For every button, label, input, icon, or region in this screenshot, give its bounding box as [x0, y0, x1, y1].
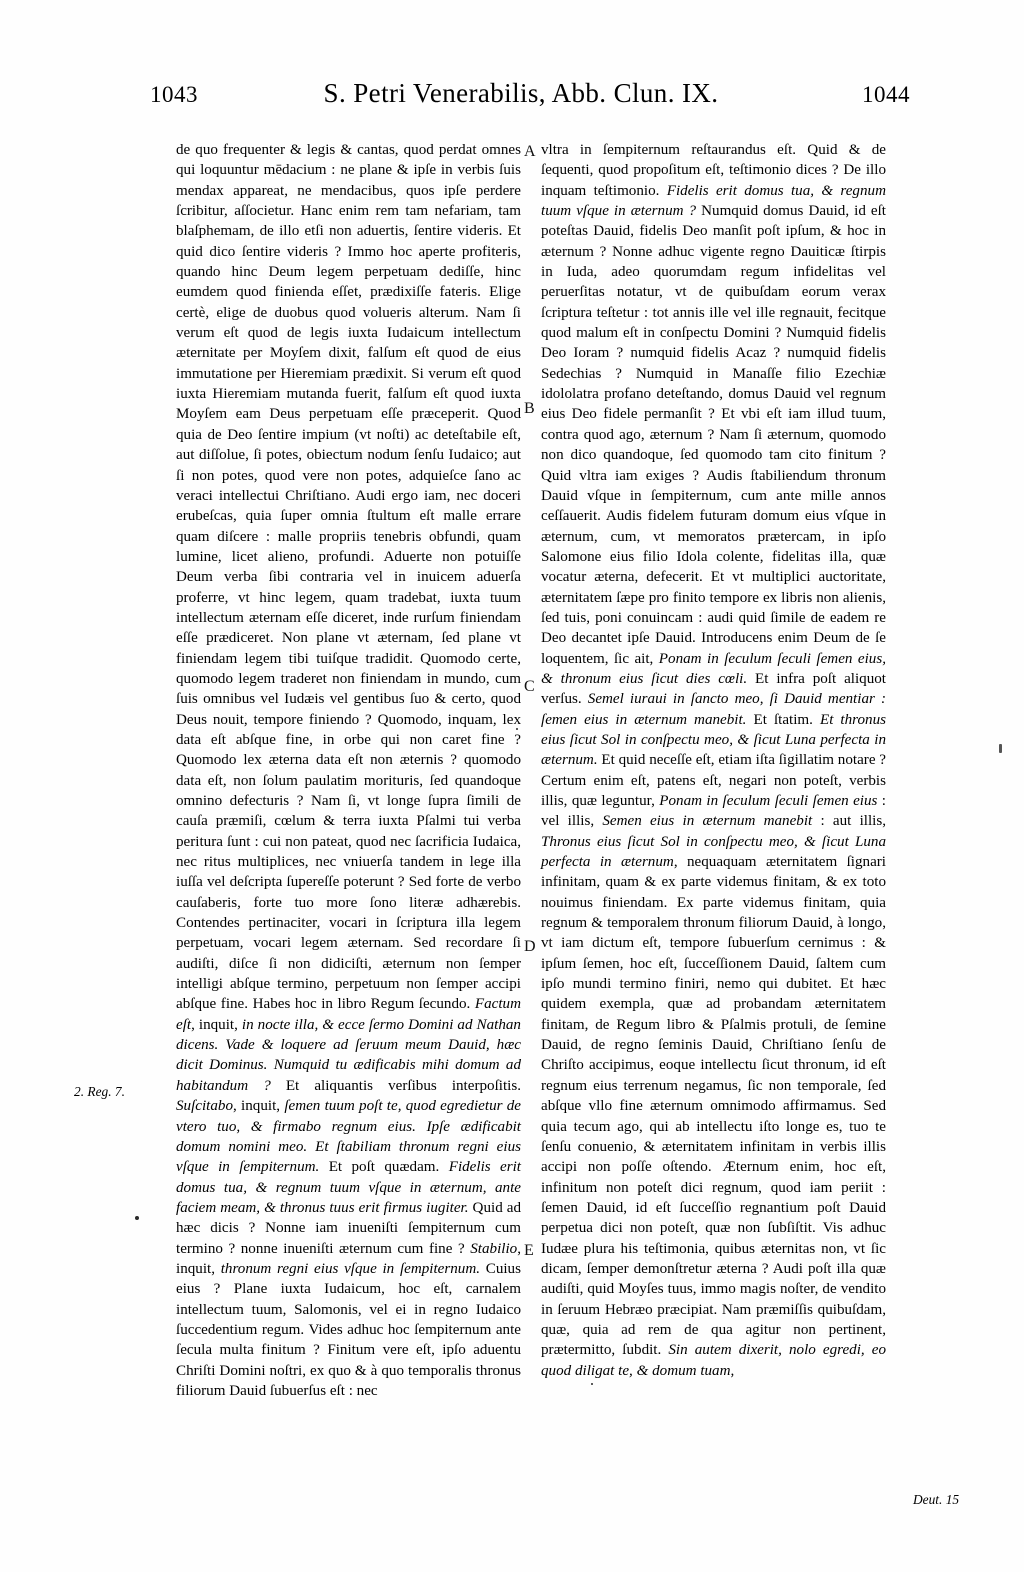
- body-text-run: Numquid domus Dauid, id eſt poteſtas Dauid, fidelis Deo manſit poſt ipſum, & hoc in æternum ? Nonne adhuc vigente regno Dauiticæ ſtirpis in Iuda, adeo quorumdam regum infidelitas vel peruerſitas notatur, vt de quibuſdam eorum verax ſcriptura teſtetur : tot annis ille vel ille regnauit, fecitque quod malum eſt in conſpectu Domini ? Numquid fidelis Deo Ioram ? numquid fidelis Acaz ? numquid fidelis Sedechias ? Numquid in Manaſſe filio Ezechiæ idololatra profano deteſtando, domus Dauid vel regnum eius Deo fidele permanſit ? Et vbi eſt iam illud tuum, contra quod ago, æternum ? Nam ſi æternum, quomodo non dico quandoque, ſed quomodo tam cito finitum ? Quid vltra iam exiges ? Audis ſtabiliendum thronum Dauid vſque in ſempiternum, cum ante mille annos ceſſauerit. Audis fidelem futuram domum eius vſque in æternum, cum, vt memoratos prætercam, in ipſo Salomone eius filio Idola colente, fidelitas illa, quæ vocatur æterna, defecerit. Et vt multiplici auctoritate, æternitatem ſæpe pro finito tempore ex libris non alienis, ſed tuis, poni conuincam : audi quid ſimile de eadem re Deo decantet ipſe Dauid. Introducens enim Deum de ſe loquentem, ſic ait,: [541, 203, 886, 667]
- margin-note-left: 2. Reg. 7.: [74, 1084, 125, 1099]
- scripture-quote: Ponam in ſeculum ſeculi ſemen eius, & thronum eius ſicut dies cœli.: [541, 650, 886, 687]
- scripture-quote: Semel iuraui in ſancto meo, ſi Dauid mentiar : ſemen eius in æternum manebit.: [541, 691, 886, 728]
- body-text-run: Et infra poſt aliquot verſus.: [541, 670, 886, 708]
- column-marker-c: C: [524, 678, 535, 695]
- column-marker-a: A: [524, 143, 536, 160]
- body-text-run: : vel illis,: [541, 793, 886, 830]
- body-text-run: Et quid neceſſe eſt, etiam iſta ſigillatim notare ? Certum enim eſt, patens eſt, negari non poteſt, verbis illis, quæ leguntur,: [541, 752, 886, 809]
- body-text-run: , nequaquam æternitatem ſignari infinitam, quam & ex parte videmus finitam, & ex toto nouimus finiendam. Ex parte videmus finitam, quia regnum & temporalem thronum filiorum Dauid, à longo, vt iam dictum eſt, tempore ſubuerſum cernimus : & ipſum ſemen, hoc eſt, ſucceſſionem Dauid, ſaltem cum ipſo mundi termino finiri, nemo qui dubitet. Et hæc quidem exempla, quæ ad probandam æternitatem finitam, de Regum libro & Pſalmis protuli, de ſemine Dauid, de regno ſeminis Dauid, Chriſtiano ſenſu de Chriſto accipimus, eoque intellectu ſicut thronum, id eſt regnum eius terrenum negamus, ſic non temporale, ſed abſque vllo fine æternum omnimodo affirmamus. Sed quia tecum ago, qui ab intellectu iſto longe es, tuo te ſenſu conuenio, & æternitatem infinitam in verbis illis accipi non poſſe oſtendo. Æternum enim, hoc eſt, infinitum non poteſt dici regnum, quod iam periit : ſemen Dauid, id eſt ſucceſſio regnantium poſt Dauid perpetua dici non poteſt, quæ non ſubſiſtit. Vis adhuc Iudæe plura his teſtimonia, quibus æternitas non, vt ſic dicam, ſemper demonſtretur æterna ? Audi poſt illa quæ audiſti, quid Moyſes tuus, immo magis noſter, de vendito in ſeruum Hebræo præcipiat. Nam præmiſſis quibuſdam, quæ, quia ad rem de qua agitur non pertinent, prætermitto, ſubdit.: [541, 854, 886, 1359]
- scripture-quote: Semen eius in æternum manebit: [602, 813, 813, 830]
- body-text-run: : aut illis,: [812, 813, 886, 830]
- column-marker-d: D: [524, 938, 536, 955]
- scripture-quote: Suſcitabo: [176, 1098, 234, 1115]
- scripture-quote: Stabilio: [470, 1240, 518, 1257]
- body-text-run: Et ſtatim.: [746, 711, 820, 728]
- body-text-run: Cuius eius ? Plane iuxta Iudaicum, hoc eſt, carnalem intellectum tuum, Salomonis, vel ei in regno Iudaico ſuccedentium regum. Vides adhuc hoc ſempiternum ante ſecula multa finitum ? Finitum vere eſt, ipſo aduentu Chriſti Domini noſtri, ex quo & à quo temporalis thronus filiorum Dauid ſubuerſus eſt : nec: [176, 1260, 521, 1399]
- scripture-quote: Sin autem dixerit, nolo egredi, eo quod diligat te, & domum tuam,: [541, 1342, 886, 1379]
- body-text-run: , inquit,: [233, 1098, 285, 1115]
- body-text-run: Et poſt quædam.: [319, 1159, 449, 1176]
- text-column-right: [541, 140, 886, 1381]
- column-marker-b: B: [524, 400, 535, 417]
- folio-number-left: 1043: [150, 82, 198, 107]
- body-text-run: Et aliquantis verſibus interpoſitis.: [270, 1077, 521, 1094]
- scripture-quote: Fidelis erit domus tua, & regnum tuum vſque in æternum ?: [541, 182, 886, 220]
- body-text-run: Quid ad hæc dicis ? Nonne iam inueniſti ſempiternum cum termino ? nonne inueniſti æternum cum fine ?: [176, 1199, 521, 1257]
- paragraph-block: [541, 140, 886, 1381]
- scripture-quote: Fidelis erit domus tua, & regnum tuum vſque in æternum, ante faciem meam, & thronus tuus erit firmus iugiter.: [176, 1159, 521, 1216]
- page-title: S. Petri Venerabilis, Abb. Clun. IX.: [323, 78, 719, 108]
- body-text-run: , inquit,: [191, 1016, 242, 1033]
- scripture-quote: in nocte illa, & ecce ſermo Domini ad Nathan dicens. Vade & loquere ad ſeruum meum Dauid, hæc dicit Dominus. Numquid tu ædificabis mihi domum ad habitandum ?: [176, 1016, 521, 1094]
- folio-number-right: 1044: [862, 82, 910, 107]
- scripture-quote: Et thronus eius ſicut Sol in conſpectu meo, & ſicut Luna perfecta in æternum.: [541, 711, 886, 769]
- scripture-quote: thronum regni eius vſque in ſempiternum.: [220, 1260, 481, 1277]
- body-text-area: [0, 140, 1024, 1530]
- scripture-quote: Factum eſt: [176, 996, 521, 1033]
- paragraph-block: [176, 140, 521, 1401]
- scripture-quote: Ponam in ſeculum ſeculi ſemen eius: [659, 793, 878, 809]
- column-marker-e: E: [524, 1242, 534, 1259]
- margin-note-right: Deut. 15: [913, 1492, 960, 1507]
- scripture-quote: ſemen tuum poſt te, quod egredietur de vtero tuo, & firmabo regnum eius. Ipſe ædificabit domum nomini meo. Et ſtabiliam thronum regni eius vſque in ſempiternum.: [176, 1098, 521, 1176]
- text-column-left: [176, 140, 521, 1401]
- scripture-quote: Thronus eius ſicut Sol in conſpectu meo, & ſicut Luna perfecta in æternum: [541, 833, 886, 871]
- body-text-run: , inquit,: [176, 1240, 521, 1277]
- body-text-run: de quo frequenter & legis & cantas, quod perdat omnes qui loquuntur mēdacium : ne plane & ipſe in verbis ſuis mendax appareat, ne mendacibus, quos ipſe perdere ſcribitur, aſſocietur. Hanc enim rem tam nefariam, tam blaſphemam, de illo etſi non aduertis, ſentire videris. Et quid dico ſentire videris ? Immo hoc aperte profiteris, quando hinc Deum legem perpetuam dediſſe, hinc eumdem quod finienda eſſet, prædixiſſe fateris. Elige certè, elige de duobus quod volueris alterum. Nam ſi verum eſt quod de legis iuxta Iudaicum intellectum æternitate per Moyſem dixit, falſum eſt quod de eius immutatione per Hieremiam prædixit. Si verum eſt quod iuxta Hieremiam mutanda fuerit, falſum eſt quod iuxta Moyſem eam Deus perpetuam eſſe præceperit. Quod quia de Deo ſentire impium (vt noſti) ac deteſtabile eſt, aut diſſolue, ſi potes, obiectum nodum ſenſu Iudaico; aut ſi non potes, quod vere non potes, adquieſce ſano ac veraci intellectui Chriſtiano. Audi ergo iam, nec doceri erubeſcas, quia ſuper omnia ſtultum eſt malle errare quam diſcere : malle propriis tenebris obfundi, quam lumine, licet alieno, profundi. Aduerte non potuiſſe Deum verba ſibi contraria vel in inuicem aduerſa proferre, vt hinc legem, quam tradebat, iuxta tuum intellectum æternam eſſe diceret, inde rurſum finiendam eſſe prædiceret. Non plane vt æternam, ſed plane vt finiendam legem tibi tuiſque tradidit. Quomodo certe, quomodo legem traderet non finiendam in mundo, cum ſuis omnibus vel Iudæis vel gentibus ſuo & certo, quod Deus nouit, tempore finiendo ? Quomodo, inquam, lex data eſt abſque fine, in orbe qui non caret fine ? Quomodo lex æterna data eſt non æternis ? quomodo data eſt, non ſolum paulatim morituris, ſed quandoque omnino defecturis ? Nam ſi, vt longe ſupra ſimili de cauſa præmiſi, cœlum & terra iuxta Pſalmi tui verba peritura ſunt : cui non pateat, quod nec ſacrificia Iudaica, nec ritus multiplices, nec vniuerſa tandem in lege illa iuſſa vel deſcripta ſupereſſe poterunt ? Sed forte de verbo cauſaberis, forte tuo more ſono literæ adhærebis. Contendes pertinaciter, vocari in ſcriptura illa legem perpetuam, vocari legem æternam. Sed recordare ſi audiſti, diſce ſi non didiciſti, æternum non ſemper intelligi abſque termino, perpetuum non ſemper accipi abſque fine. Habes hoc in libro Regum ſecundo.: [176, 142, 521, 1013]
- page-header: [150, 78, 910, 120]
- body-text-run: vltra in ſempiternum reſtaurandus eſt. Quid & de ſequenti, quod propoſitum eſt, teſtimonio dices ? De illo inquam teſtimonio.: [541, 142, 886, 199]
